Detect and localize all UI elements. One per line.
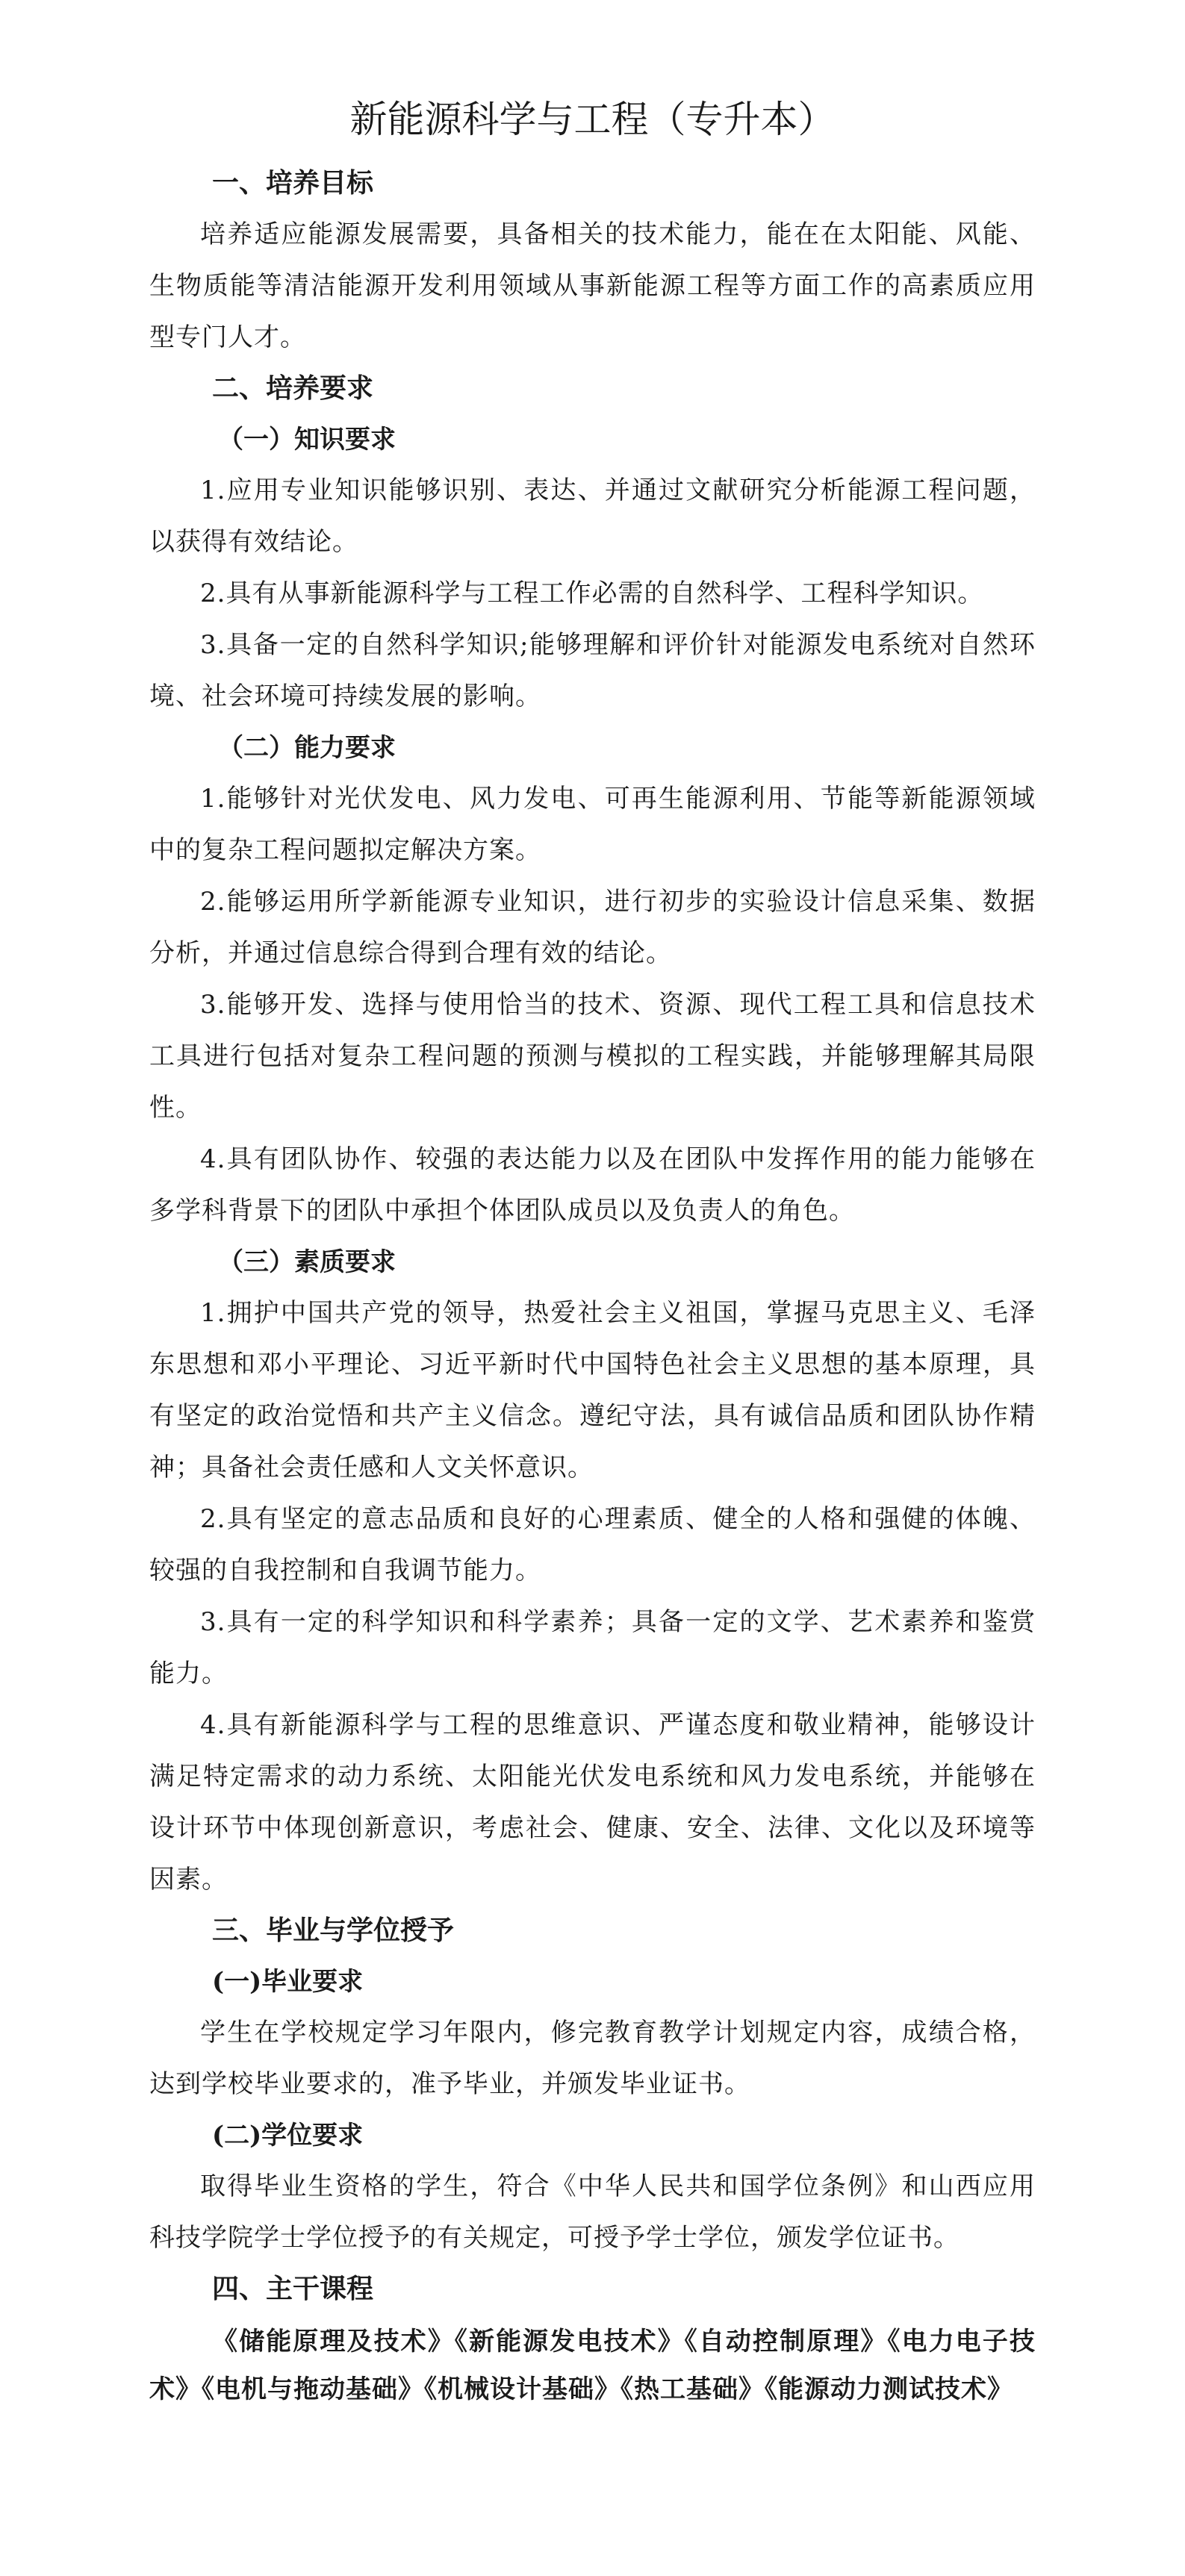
paragraph-knowledge-1: 1.应用专业知识能够识别、表达、并通过文献研究分析能源工程问题，以获得有效结论。 (149, 475, 1036, 557)
paragraph-quality-3: 3.具有一定的科学知识和科学素养；具备一定的文学、艺术素养和鉴赏能力。 (149, 1607, 1036, 1688)
paragraph-ability-4: 4.具有团队协作、较强的表达能力以及在团队中发挥作用的能力能够在多学科背景下的团队中承担个体团队成员以及负责人的角色。 (149, 1144, 1036, 1226)
core-courses-list: 《储能原理及技术》《新能源发电技术》《自动控制原理》《电力电子技术》《电机与拖动基础》《机械设计基础》《热工基础》《能源动力测试技术》 (149, 2327, 1036, 2404)
section-heading-training-goal: 一、培养目标 (212, 168, 374, 199)
subsection-heading-knowledge: （一）知识要求 (218, 425, 396, 455)
subsection-heading-degree: (二)学位要求 (212, 2121, 364, 2151)
document-title: 新能源科学与工程（专升本） (349, 98, 836, 141)
section-heading-core-courses: 四、主干课程 (212, 2274, 374, 2304)
subsection-heading-quality: （三）素质要求 (218, 1247, 396, 1277)
paragraph-quality-2: 2.具有坚定的意志品质和良好的心理素质、健全的人格和强健的体魄、较强的自我控制和自我调节能力。 (149, 1504, 1036, 1585)
paragraph-graduation: 学生在学校规定学习年限内，修完教育教学计划规定内容，成绩合格，达到学校毕业要求的，准予毕业，并颁发毕业证书。 (149, 2018, 1036, 2099)
subsection-heading-ability: （二）能力要求 (218, 733, 396, 763)
subsection-heading-graduation: (一)毕业要求 (212, 1967, 364, 1997)
section-heading-graduation-degree: 三、毕业与学位授予 (212, 1915, 455, 1946)
paragraph-ability-2: 2.能够运用所学新能源专业知识，进行初步的实验设计信息采集、数据分析，并通过信息综合得到合理有效的结论。 (149, 887, 1036, 968)
paragraph-training-goal: 培养适应能源发展需要，具备相关的技术能力，能在在太阳能、风能、生物质能等清洁能源开发利用领域从事新能源工程等方面工作的高素质应用型专门人才。 (149, 219, 1036, 352)
paragraph-quality-1: 1.拥护中国共产党的领导，热爱社会主义祖国，掌握马克思主义、毛泽东思想和邓小平理论、习近平新时代中国特色社会主义思想的基本原理，具有坚定的政治觉悟和共产主义信念。遵纪守法，具有诚信品质和团队协作精神；具备社会责任感和人文关怀意识。 (149, 1298, 1036, 1482)
paragraph-ability-1: 1.能够针对光伏发电、风力发电、可再生能源利用、节能等新能源领域中的复杂工程问题拟定解决方案。 (149, 784, 1036, 865)
paragraph-knowledge-2: 2.具有从事新能源科学与工程工作必需的自然科学、工程科学知识。 (200, 578, 984, 608)
paragraph-ability-3: 3.能够开发、选择与使用恰当的技术、资源、现代工程工具和信息技术工具进行包括对复杂工程问题的预测与模拟的工程实践，并能够理解其局限性。 (149, 990, 1036, 1123)
paragraph-knowledge-3: 3.具备一定的自然科学知识;能够理解和评价针对能源发电系统对自然环境、社会环境可持续发展的影响。 (149, 630, 1036, 711)
section-heading-training-requirements: 二、培养要求 (212, 373, 374, 404)
paragraph-degree: 取得毕业生资格的学生，符合《中华人民共和国学位条例》和山西应用科技学院学士学位授予的有关规定，可授予学士学位，颁发学位证书。 (149, 2171, 1036, 2253)
paragraph-quality-4: 4.具有新能源科学与工程的思维意识、严谨态度和敬业精神，能够设计满足特定需求的动力系统、太阳能光伏发电系统和风力发电系统，并能够在设计环节中体现创新意识，考虑社会、健康、安全、法律、文化以及环境等因素。 (149, 1710, 1036, 1894)
